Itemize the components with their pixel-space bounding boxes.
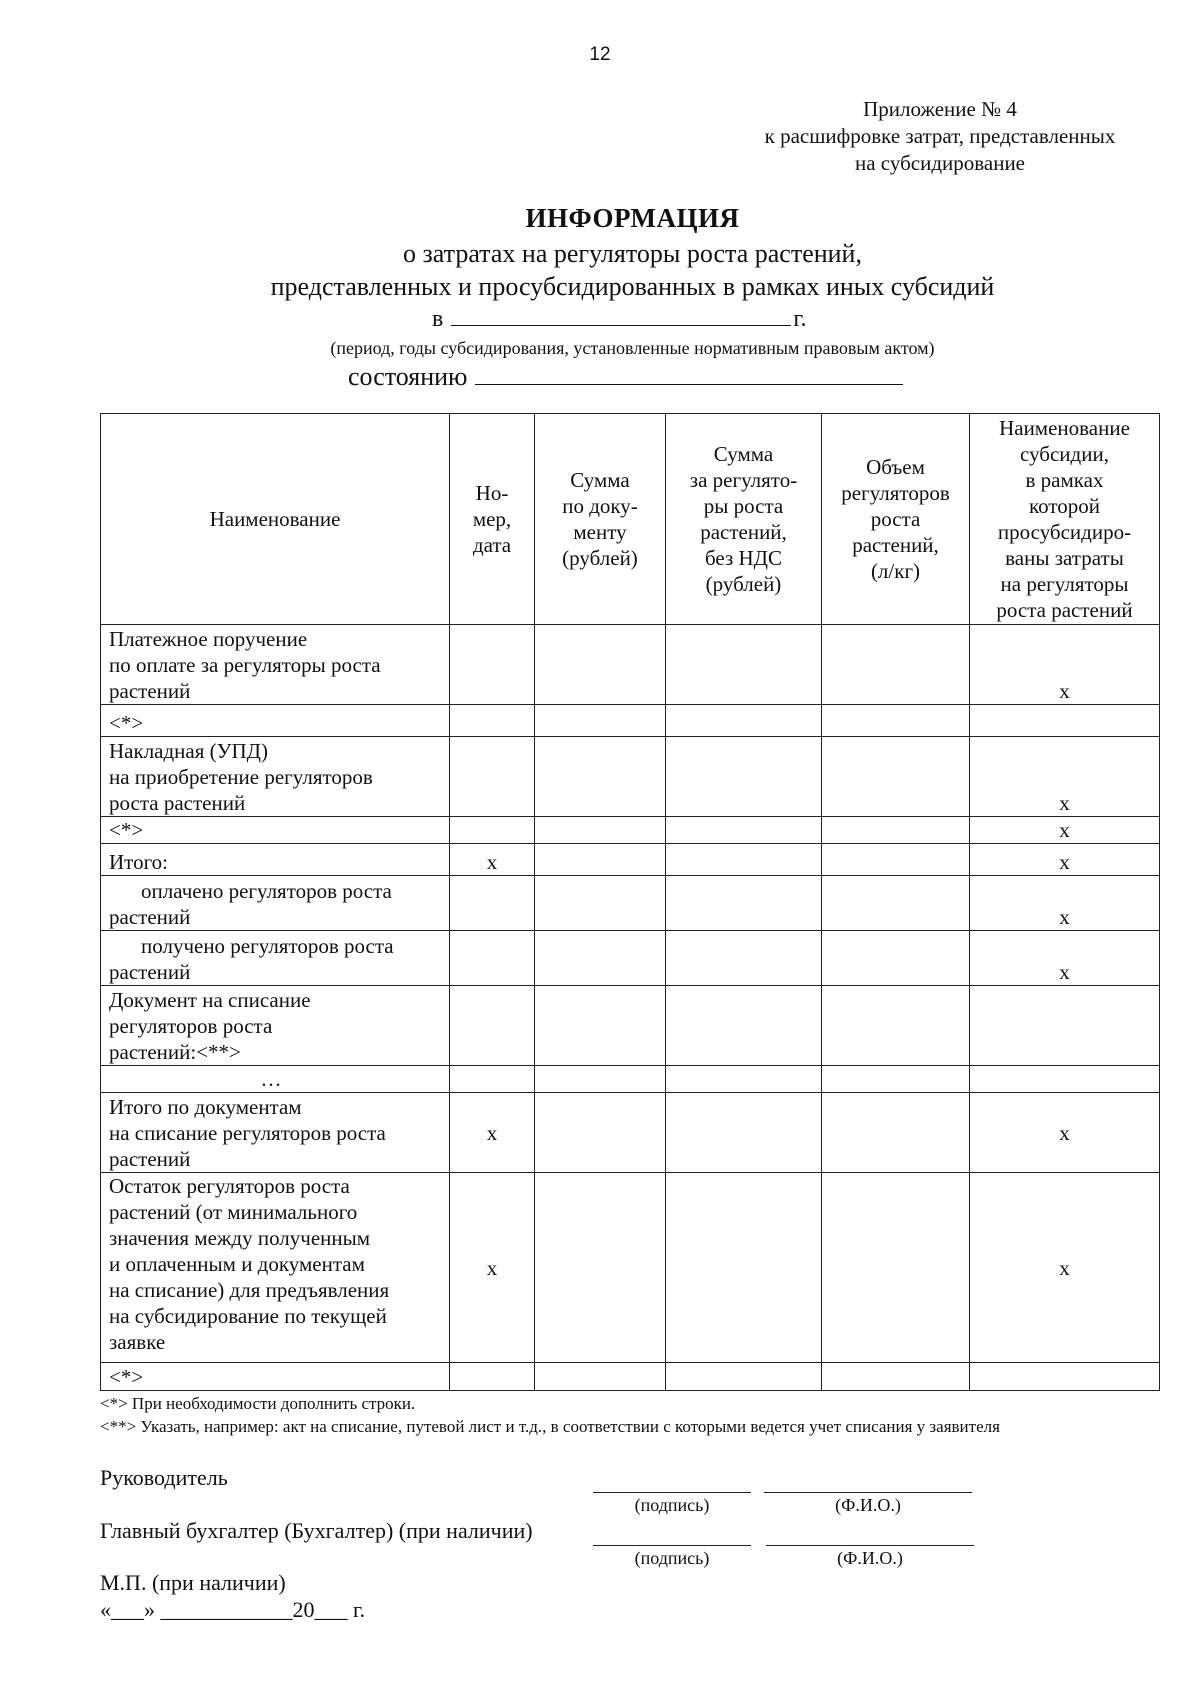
row-total	[101, 844, 1160, 876]
cell-subsidy-name[interactable]: x	[970, 931, 1160, 986]
accountant-name-line[interactable]	[766, 1545, 974, 1546]
cell-number-date[interactable]	[450, 876, 535, 931]
cell-subsidy-name[interactable]	[970, 705, 1160, 737]
cell-sum-no-vat[interactable]	[666, 1066, 822, 1093]
cell-volume[interactable]	[822, 705, 970, 737]
cell-number-date[interactable]	[450, 817, 535, 844]
cell-sum-document[interactable]	[535, 876, 666, 931]
cell-sum-no-vat[interactable]	[666, 986, 822, 1066]
header-volume: Объем регуляторов роста растений, (л/кг)	[822, 414, 970, 625]
cell-sum-document[interactable]	[535, 986, 666, 1066]
cell-number-date[interactable]	[450, 986, 535, 1066]
state-label: состоянию	[348, 362, 468, 391]
cell-volume[interactable]	[822, 931, 970, 986]
cell-volume[interactable]	[822, 737, 970, 817]
cell-sum-no-vat[interactable]	[666, 844, 822, 876]
appendix-line-3: на субсидирование	[855, 151, 1025, 175]
cell-sum-no-vat[interactable]	[666, 1363, 822, 1391]
cell-number-date[interactable]	[450, 931, 535, 986]
cell-volume[interactable]	[822, 1173, 970, 1363]
header-name: Наименование	[101, 414, 450, 625]
row-balance	[101, 1173, 1160, 1363]
cell-subsidy-name[interactable]: x	[970, 737, 1160, 817]
cell-subsidy-name[interactable]: x	[970, 817, 1160, 844]
cell-sum-no-vat[interactable]	[666, 931, 822, 986]
footnote-1: <*> При необходимости дополнить строки.	[100, 1394, 416, 1413]
cell-sum-no-vat[interactable]	[666, 705, 822, 737]
header-number-date: Но- мер, дата	[450, 414, 535, 625]
cell-sum-document[interactable]	[535, 817, 666, 844]
cell-sum-document[interactable]	[535, 844, 666, 876]
appendix-header	[720, 96, 1160, 177]
cell-volume[interactable]	[822, 625, 970, 705]
cell-sum-no-vat[interactable]	[666, 1093, 822, 1173]
costs-table	[100, 413, 1160, 1391]
cell-subsidy-name[interactable]: x	[970, 625, 1160, 705]
row-ellipsis	[101, 1066, 1160, 1093]
period-suffix: г.	[793, 306, 807, 332]
cell-name: Итого по документам на списание регуляторов роста растений	[101, 1093, 450, 1173]
cell-sum-no-vat[interactable]	[666, 1173, 822, 1363]
cell-name: Накладная (УПД) на приобретение регуляторов роста растений	[101, 737, 450, 817]
cell-sum-document[interactable]	[535, 705, 666, 737]
cell-sum-document[interactable]	[535, 737, 666, 817]
period-blank-field	[451, 307, 791, 326]
row-paid	[101, 876, 1160, 931]
cell-sum-document[interactable]	[535, 625, 666, 705]
cell-number-date[interactable]: x	[450, 1093, 535, 1173]
cell-volume[interactable]	[822, 1093, 970, 1173]
cell-sum-document[interactable]	[535, 1173, 666, 1363]
cell-subsidy-name[interactable]	[970, 1363, 1160, 1391]
cell-number-date[interactable]	[450, 705, 535, 737]
subtitle-line-1: о затратах на регуляторы роста растений,	[403, 239, 862, 268]
cell-name: <*>	[101, 1363, 450, 1391]
row-extra-2	[101, 817, 1160, 844]
stamp-label: М.П. (при наличии)	[100, 1570, 286, 1595]
cell-name: …	[101, 1066, 450, 1093]
accountant-signature-line[interactable]	[593, 1545, 751, 1546]
appendix-line-2: к расшифровке затрат, представленных	[764, 124, 1116, 148]
cell-volume[interactable]	[822, 844, 970, 876]
cell-volume[interactable]	[822, 876, 970, 931]
state-line	[348, 362, 903, 392]
cell-name: Документ на списание регуляторов роста растений:<**>	[101, 986, 450, 1066]
cell-number-date[interactable]: x	[450, 1173, 535, 1363]
footnotes	[100, 1392, 1000, 1438]
cell-sum-no-vat[interactable]	[666, 737, 822, 817]
subtitle-line-2: представленных и просубсидированных в рамках иных субсидий	[270, 272, 995, 301]
period-prefix: в	[432, 306, 444, 332]
cell-subsidy-name[interactable]: x	[970, 1173, 1160, 1363]
date-line: «___» ____________20___ г.	[100, 1597, 366, 1622]
row-extra-3	[101, 1363, 1160, 1391]
accountant-signature-caption: (подпись)	[634, 1548, 710, 1568]
cell-number-date[interactable]	[450, 1066, 535, 1093]
cell-name: получено регуляторов роста растений	[101, 931, 450, 986]
cell-name: Остаток регуляторов роста растений (от минимального значения между полученным и оплаченным и документам на списание) для предъявления на субсидирование по текущей заявке	[101, 1173, 450, 1363]
footnote-2: <**> Указать, например: акт на списание, путевой лист и т.д., в соответствии с которыми ведется учет списания у заявителя	[100, 1417, 1000, 1436]
cell-sum-document[interactable]	[535, 931, 666, 986]
cell-sum-document[interactable]	[535, 1066, 666, 1093]
accountant-label: Главный бухгалтер (Бухгалтер) (при наличии)	[100, 1518, 533, 1543]
cell-volume[interactable]	[822, 1066, 970, 1093]
head-label: Руководитель	[100, 1465, 228, 1490]
cell-number-date[interactable]: x	[450, 844, 535, 876]
row-received	[101, 931, 1160, 986]
cell-sum-document[interactable]	[535, 1093, 666, 1173]
period-line	[432, 306, 806, 333]
cell-subsidy-name[interactable]	[970, 1066, 1160, 1093]
cell-sum-no-vat[interactable]	[666, 625, 822, 705]
appendix-line-1: Приложение № 4	[863, 97, 1017, 121]
cell-name: Итого:	[101, 844, 450, 876]
head-signature-line[interactable]	[593, 1492, 751, 1493]
cell-sum-no-vat[interactable]	[666, 817, 822, 844]
head-name-caption: (Ф.И.О.)	[835, 1495, 901, 1515]
cell-number-date[interactable]	[450, 1363, 535, 1391]
cell-name: оплачено регуляторов роста растений	[101, 876, 450, 931]
cell-subsidy-name[interactable]	[970, 986, 1160, 1066]
document-title: ИНФОРМАЦИЯ	[525, 203, 740, 233]
row-invoice	[101, 737, 1160, 817]
row-extra-1	[101, 705, 1160, 737]
state-blank-field	[475, 364, 903, 385]
header-sum-no-vat: Сумма за регулято- ры роста растений, без НДС (рублей)	[666, 414, 822, 625]
cell-subsidy-name[interactable]: x	[970, 844, 1160, 876]
cell-number-date[interactable]	[450, 737, 535, 817]
row-writeoff-total	[101, 1093, 1160, 1173]
period-note: (период, годы субсидирования, установленные нормативным правовым актом)	[330, 338, 935, 358]
cell-subsidy-name[interactable]: x	[970, 1093, 1160, 1173]
cell-number-date[interactable]	[450, 625, 535, 705]
header-subsidy-name: Наименование субсидии, в рамках которой просубсидиро- ваны затраты на регуляторы роста растений	[970, 414, 1160, 625]
cell-name: Платежное поручение по оплате за регуляторы роста растений	[101, 625, 450, 705]
page-number: 12	[589, 44, 611, 65]
row-payment-order	[101, 625, 1160, 705]
head-name-line[interactable]	[764, 1492, 972, 1493]
cell-sum-document[interactable]	[535, 1363, 666, 1391]
head-signature-caption: (подпись)	[634, 1495, 710, 1515]
cell-volume[interactable]	[822, 817, 970, 844]
table-header-row	[101, 414, 1160, 625]
accountant-name-caption: (Ф.И.О.)	[837, 1548, 903, 1568]
cell-volume[interactable]	[822, 986, 970, 1066]
header-sum-document: Сумма по доку- менту (рублей)	[535, 414, 666, 625]
cell-subsidy-name[interactable]: x	[970, 876, 1160, 931]
cell-volume[interactable]	[822, 1363, 970, 1391]
cell-sum-no-vat[interactable]	[666, 876, 822, 931]
cell-name: <*>	[101, 705, 450, 737]
row-writeoff-document	[101, 986, 1160, 1066]
cell-name: <*>	[101, 817, 450, 844]
